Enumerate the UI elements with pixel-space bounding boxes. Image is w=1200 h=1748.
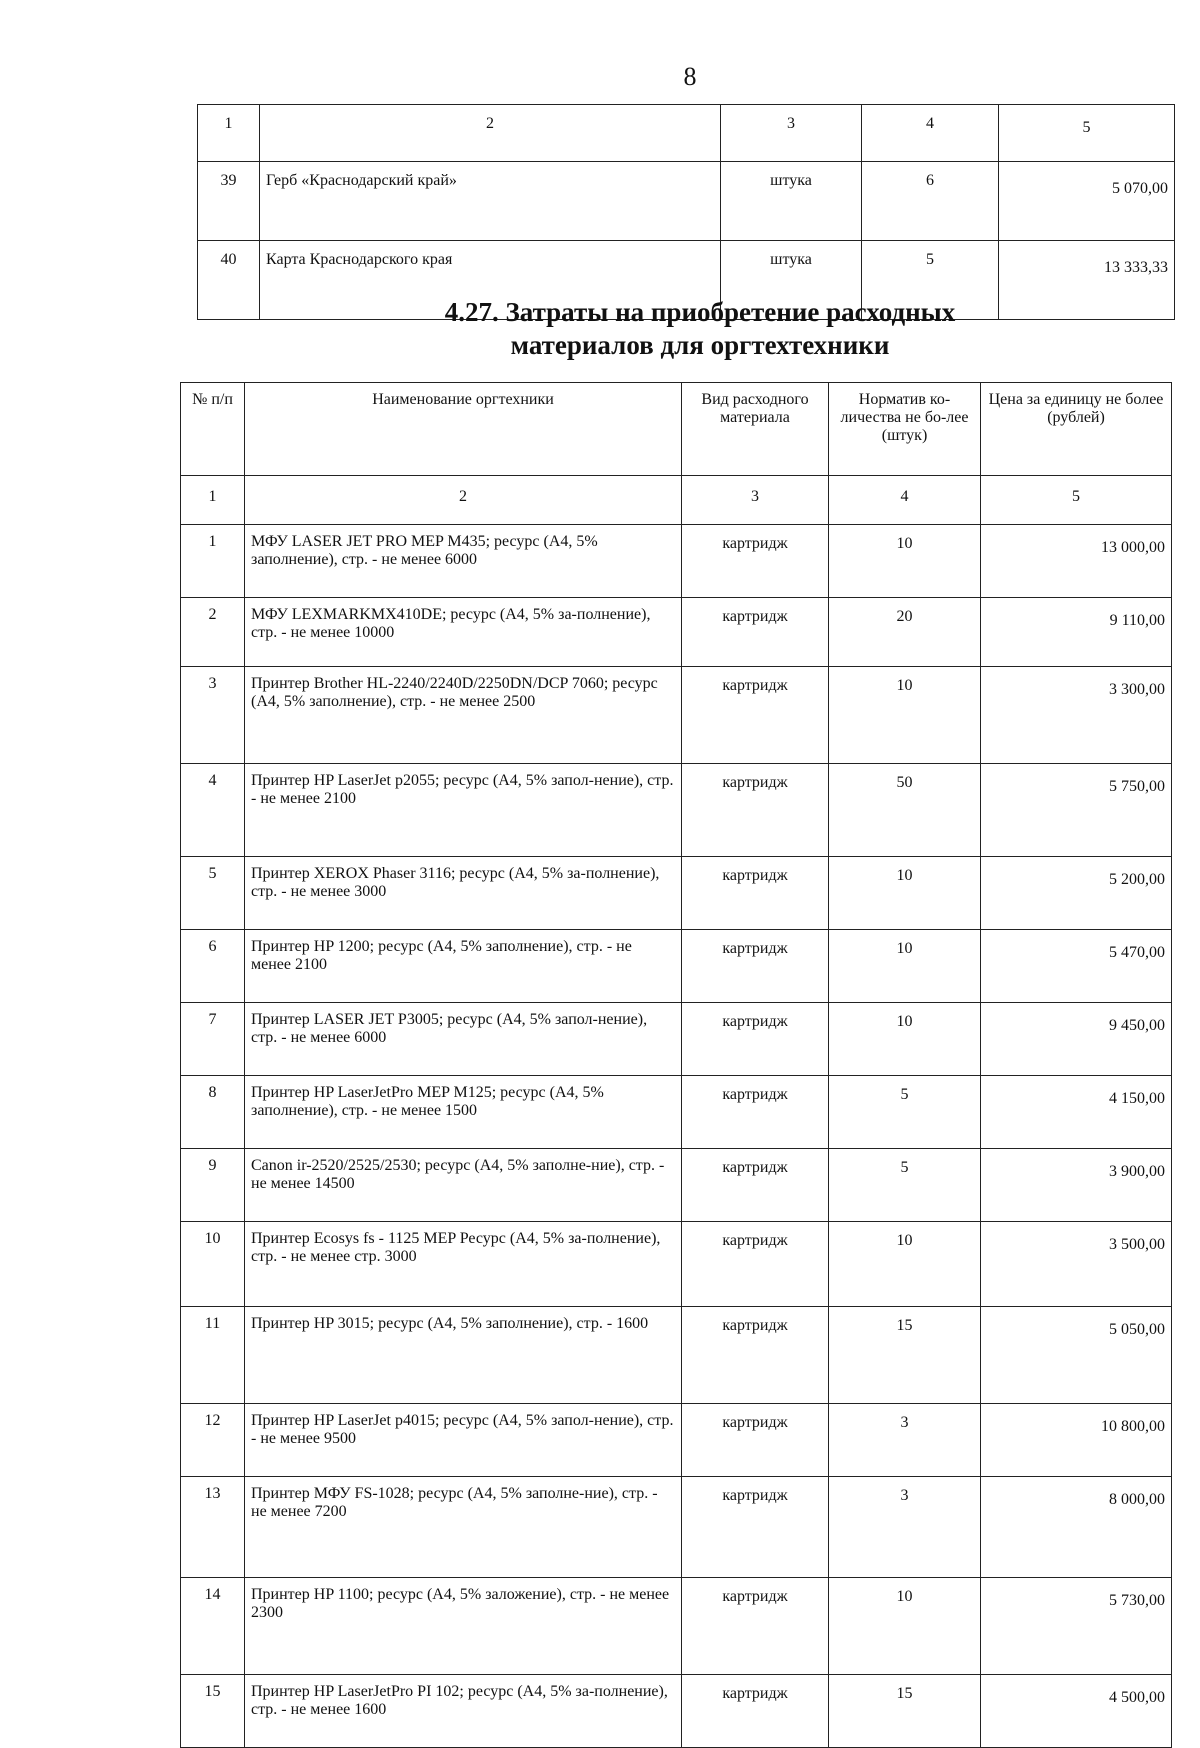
row-material: картридж xyxy=(682,525,829,598)
top-table-header xyxy=(198,105,1175,162)
row-number: 2 xyxy=(181,598,245,667)
row-norm: 15 xyxy=(829,1675,981,1748)
row-norm: 10 xyxy=(829,857,981,930)
row-price: 3 500,00 xyxy=(981,1222,1172,1307)
table-row xyxy=(181,525,1172,598)
row-number: 8 xyxy=(181,1076,245,1149)
row-name: Принтер HP LaserJetPro MEP M125; ресурс (А4, 5% заполнение), стр. - не менее 1500 xyxy=(245,1076,682,1149)
row-price: 10 800,00 xyxy=(981,1404,1172,1477)
row-norm: 15 xyxy=(829,1307,981,1404)
row-norm: 20 xyxy=(829,598,981,667)
row-material: картридж xyxy=(682,857,829,930)
top-header-cell: 5 xyxy=(999,105,1175,162)
row-unit: штука xyxy=(721,241,862,320)
row-number: 6 xyxy=(181,930,245,1003)
row-price: 8 000,00 xyxy=(981,1477,1172,1578)
table-row xyxy=(181,598,1172,667)
row-number: 11 xyxy=(181,1307,245,1404)
row-norm: 10 xyxy=(829,1222,981,1307)
row-price: 5 730,00 xyxy=(981,1578,1172,1675)
row-norm: 5 xyxy=(829,1076,981,1149)
row-name: Принтер HP 1100; ресурс (А4, 5% заложение), стр. - не менее 2300 xyxy=(245,1578,682,1675)
table-row xyxy=(181,1675,1172,1748)
row-material: картридж xyxy=(682,598,829,667)
row-number: 1 xyxy=(181,525,245,598)
row-name: Принтер HP LaserJetPro PI 102; ресурс (А4, 5% за-полнение), стр. - не менее 1600 xyxy=(245,1675,682,1748)
table-row xyxy=(181,1076,1172,1149)
row-name: Принтер HP LaserJet p4015; ресурс (А4, 5% запол-нение), стр. - не менее 9500 xyxy=(245,1404,682,1477)
row-material: картридж xyxy=(682,930,829,1003)
header-material: Вид расходного материала xyxy=(682,383,829,476)
row-material: картридж xyxy=(682,1675,829,1748)
table-row xyxy=(181,1003,1172,1076)
table-header-row xyxy=(181,383,1172,476)
top-header-cell: 1 xyxy=(198,105,260,162)
row-number: 4 xyxy=(181,764,245,857)
row-name: Принтер Brother HL-2240/2240D/2250DN/DCP 7060; ресурс (А4, 5% заполнение), стр. - не менее 2500 xyxy=(245,667,682,764)
table-row xyxy=(181,930,1172,1003)
row-name: Принтер XEROX Phaser 3116; ресурс (А4, 5% за-полнение), стр. - не менее 3000 xyxy=(245,857,682,930)
row-norm: 10 xyxy=(829,1578,981,1675)
row-norm: 10 xyxy=(829,930,981,1003)
table-row xyxy=(181,1477,1172,1578)
row-number: 12 xyxy=(181,1404,245,1477)
row-price: 5 470,00 xyxy=(981,930,1172,1003)
table-row xyxy=(181,857,1172,930)
row-norm: 5 xyxy=(829,1149,981,1222)
row-number: 40 xyxy=(198,241,260,320)
column-number: 2 xyxy=(245,476,682,525)
row-number: 10 xyxy=(181,1222,245,1307)
row-number: 15 xyxy=(181,1675,245,1748)
row-price: 13 000,00 xyxy=(981,525,1172,598)
section-title xyxy=(400,296,1000,362)
row-quantity: 5 xyxy=(862,241,999,320)
page-number: 8 xyxy=(683,62,697,91)
table-row xyxy=(181,667,1172,764)
row-material: картридж xyxy=(682,1477,829,1578)
column-numbers-row xyxy=(181,476,1172,525)
row-material: картридж xyxy=(682,764,829,857)
top-header-cell: 4 xyxy=(862,105,999,162)
row-name: МФУ LEXMARKMX410DE; ресурс (А4, 5% за-полнение), стр. - не менее 10000 xyxy=(245,598,682,667)
table-row xyxy=(181,1404,1172,1477)
row-price: 5 200,00 xyxy=(981,857,1172,930)
row-name: Герб «Краснодарский край» xyxy=(260,162,721,241)
row-material: картридж xyxy=(682,1222,829,1307)
row-name: Принтер LASER JET P3005; ресурс (А4, 5% запол-нение), стр. - не менее 6000 xyxy=(245,1003,682,1076)
row-unit: штука xyxy=(721,162,862,241)
section-title-line-2: материалов для оргтехтехники xyxy=(510,330,890,360)
row-name: Принтер МФУ FS-1028; ресурс (А4, 5% заполне-ние), стр. - не менее 7200 xyxy=(245,1477,682,1578)
row-material: картридж xyxy=(682,1578,829,1675)
row-price: 5 050,00 xyxy=(981,1307,1172,1404)
header-price: Цена за единицу не более (рублей) xyxy=(981,383,1172,476)
row-price: 13 333,33 xyxy=(999,241,1175,320)
row-price: 3 900,00 xyxy=(981,1149,1172,1222)
header-name: Наименование оргтехники xyxy=(245,383,682,476)
section-title-line-1: 4.27. Затраты на приобретение расходных xyxy=(444,297,956,327)
row-number: 14 xyxy=(181,1578,245,1675)
table-row xyxy=(181,1222,1172,1307)
consumables-table xyxy=(180,382,1172,1748)
row-material: картридж xyxy=(682,1076,829,1149)
column-number: 3 xyxy=(682,476,829,525)
row-name: Принтер HP LaserJet p2055; ресурс (А4, 5% запол-нение), стр. - не менее 2100 xyxy=(245,764,682,857)
table-row xyxy=(181,1307,1172,1404)
top-header-cell: 3 xyxy=(721,105,862,162)
row-name: Карта Краснодарского края xyxy=(260,241,721,320)
row-price: 3 300,00 xyxy=(981,667,1172,764)
column-number: 4 xyxy=(829,476,981,525)
row-material: картридж xyxy=(682,1149,829,1222)
row-norm: 10 xyxy=(829,525,981,598)
row-material: картридж xyxy=(682,667,829,764)
top-header-cell: 2 xyxy=(260,105,721,162)
row-number: 5 xyxy=(181,857,245,930)
table-row xyxy=(181,1578,1172,1675)
row-name: Принтер HP 1200; ресурс (А4, 5% заполнение), стр. - не менее 2100 xyxy=(245,930,682,1003)
table-row xyxy=(181,764,1172,857)
top-table xyxy=(197,104,1175,320)
row-number: 9 xyxy=(181,1149,245,1222)
row-price: 4 150,00 xyxy=(981,1076,1172,1149)
row-norm: 50 xyxy=(829,764,981,857)
row-name: МФУ LASER JET PRO MEP M435; ресурс (А4, 5% заполнение), стр. - не менее 6000 xyxy=(245,525,682,598)
row-price: 9 110,00 xyxy=(981,598,1172,667)
table-body xyxy=(181,525,1172,1748)
row-name: Принтер Ecosys fs - 1125 MEP Ресурс (А4, 5% за-полнение), стр. - не менее стр. 3000 xyxy=(245,1222,682,1307)
table-row xyxy=(198,162,1175,241)
header-num: № п/п xyxy=(181,383,245,476)
row-price: 9 450,00 xyxy=(981,1003,1172,1076)
row-norm: 3 xyxy=(829,1404,981,1477)
row-material: картридж xyxy=(682,1307,829,1404)
row-price: 5 070,00 xyxy=(999,162,1175,241)
table-row xyxy=(181,1149,1172,1222)
row-norm: 10 xyxy=(829,1003,981,1076)
row-number: 7 xyxy=(181,1003,245,1076)
row-norm: 3 xyxy=(829,1477,981,1578)
row-material: картридж xyxy=(682,1003,829,1076)
row-material: картридж xyxy=(682,1404,829,1477)
row-price: 5 750,00 xyxy=(981,764,1172,857)
row-name: Принтер HP 3015; ресурс (А4, 5% заполнение), стр. - 1600 xyxy=(245,1307,682,1404)
header-norm: Норматив ко-личества не бо-лее (штук) xyxy=(829,383,981,476)
column-number: 5 xyxy=(981,476,1172,525)
row-price: 4 500,00 xyxy=(981,1675,1172,1748)
row-norm: 10 xyxy=(829,667,981,764)
row-number: 3 xyxy=(181,667,245,764)
row-number: 39 xyxy=(198,162,260,241)
row-number: 13 xyxy=(181,1477,245,1578)
row-quantity: 6 xyxy=(862,162,999,241)
row-name: Canon ir-2520/2525/2530; ресурс (А4, 5% заполне-ние), стр. - не менее 14500 xyxy=(245,1149,682,1222)
column-number: 1 xyxy=(181,476,245,525)
